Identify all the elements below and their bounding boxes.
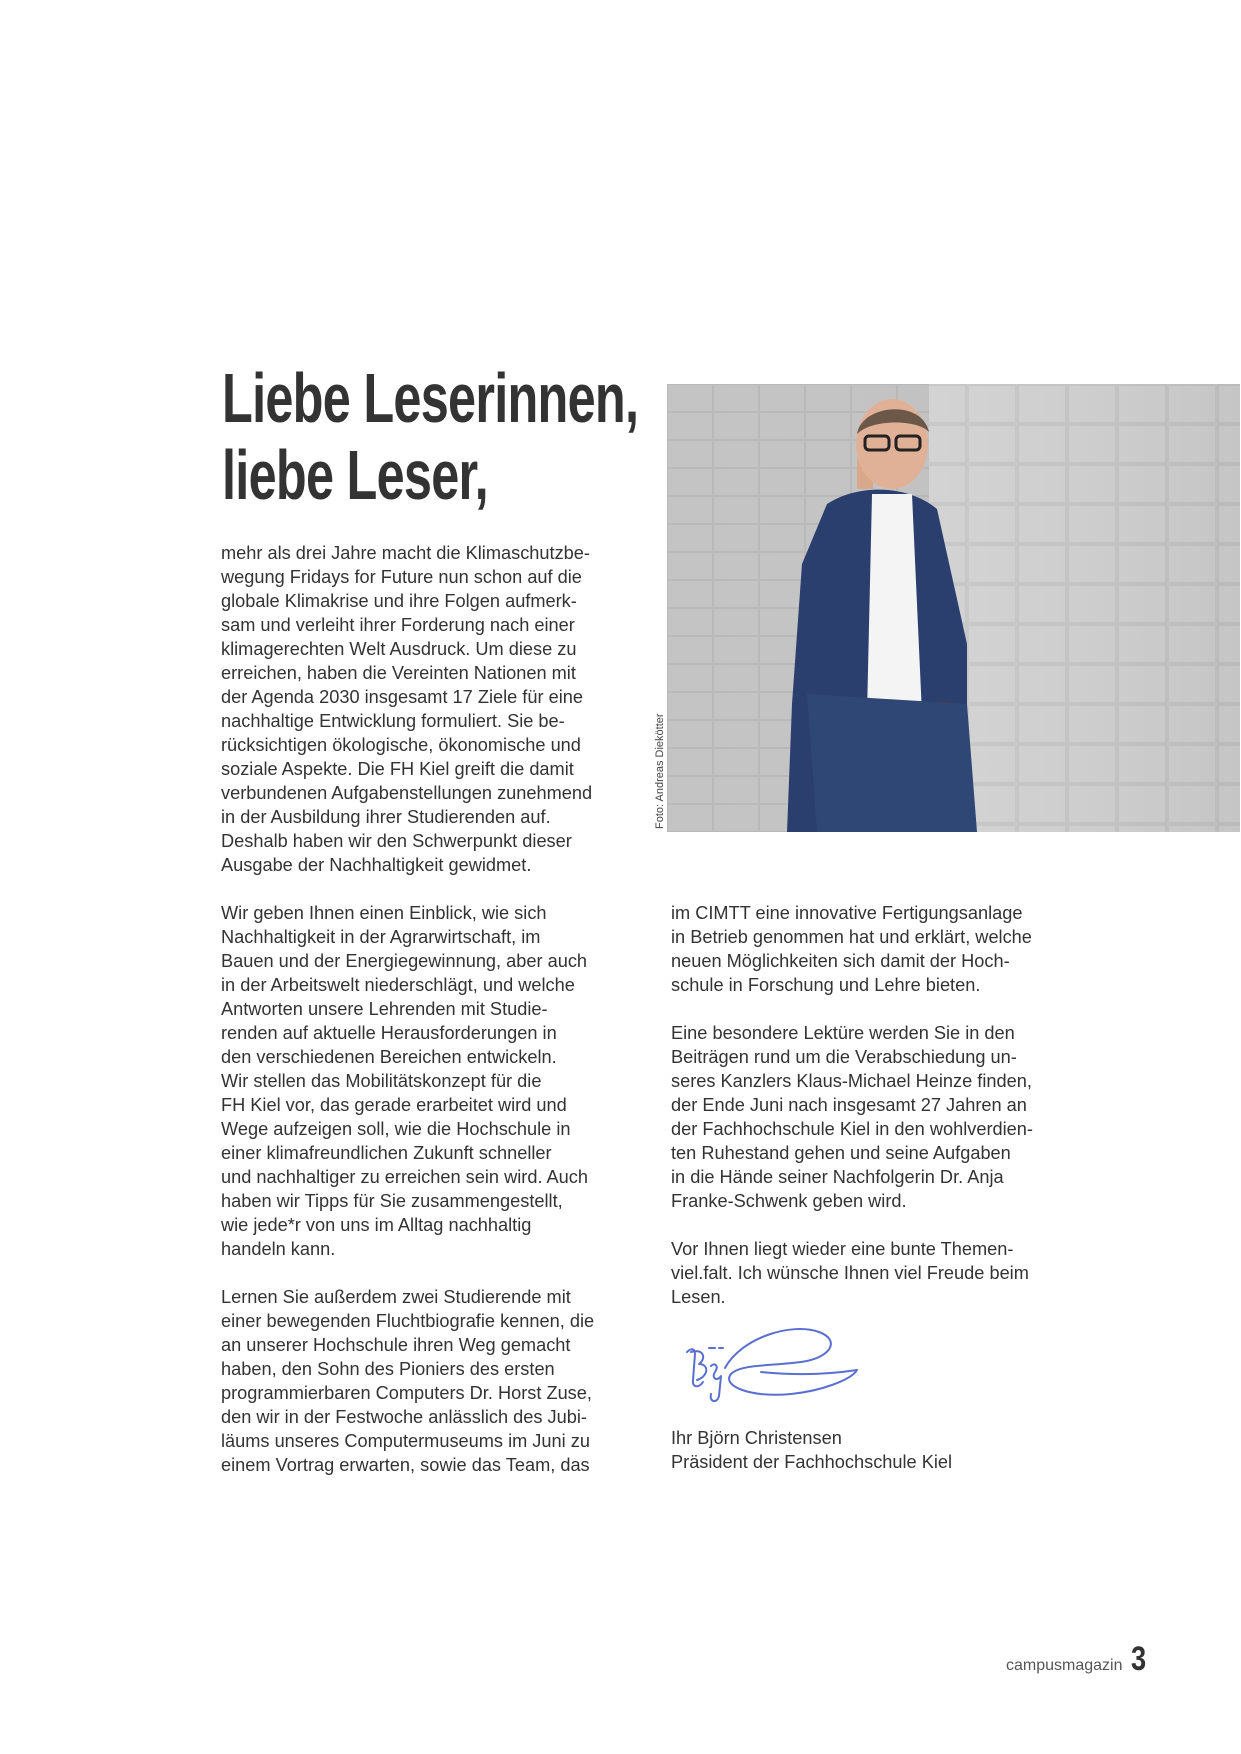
photo-credit: Foto: Andreas Diekötter (654, 713, 666, 829)
handwritten-signature (681, 1318, 861, 1414)
portrait-photo (667, 384, 1240, 832)
signoff-name: Ihr Björn Christensen (671, 1428, 842, 1448)
page-footer (1006, 1640, 1149, 1679)
paragraph-chancellor: Eine besondere Lektüre werden Sie in den Beiträgen rund um die Verabschiedung un- seres Kanzlers Klaus-Michael Heinze finden, der Ende Juni nach insgesamt 27 Jahren an der Fachhochschule Kiel in den wohlverdien- ten Ruhestand gehen und seine Aufgaben in die Hände seiner Nachfolgerin Dr. Anja Franke-Schwenk geben wird. (671, 1023, 1033, 1211)
right-column (671, 901, 1071, 1333)
paragraph-intro: mehr als drei Jahre macht die Klimaschutzbe- wegung Fridays for Future nun schon auf die globale Klimakrise und ihre Folgen aufmerk- sam und verleiht ihrer Forderung nach einer klimagerechten Welt Ausdruck. Um diese zu erreichen, haben die Vereinten Nationen mit der Agenda 2030 insgesamt 17 Ziele für eine nachhaltige Entwicklung formuliert. Sie be- rücksichtigen ökologische, ökonomische und soziale Aspekte. Die FH Kiel greift die damit verbundenen Aufgabenstellungen zunehmend in der Ausbildung ihrer Studierenden auf. Deshalb haben wir den Schwerpunkt dieser Ausgabe der Nachhaltigkeit gewidmet. (221, 543, 593, 875)
signoff-title: Präsident der Fachhochschule Kiel (671, 1452, 953, 1472)
paragraph-overview: Wir geben Ihnen einen Einblick, wie sich Nachhaltigkeit in der Agrarwirtschaft, im Bauen und der Energiegewinnung, aber auch in der Arbeitswelt niederschlägt, und welche Antworten unsere Lehrenden mit Studie- renden auf aktuelle Herausforderungen in den verschiedenen Bereichen entwickeln. Wir stellen das Mobilitätskonzept für die FH Kiel vor, das gerade erarbeitet wird und Wege aufzeigen soll, wie die Hochschule in einer klimafreundlichen Zukunft schneller und nachhaltiger zu erreichen sein wird. Auch haben wir Tipps für Sie zusammengestellt, wie jede*r von uns im Alltag nachhaltig handeln kann. (221, 903, 588, 1259)
left-column (221, 901, 621, 1501)
page-number: 3 (1130, 1640, 1146, 1678)
paragraph-cimtt: im CIMTT eine innovative Fertigungsanlage in Betrieb genommen hat und erklärt, welche neuen Möglichkeiten sich damit der Hoch- schule in Forschung und Lehre bieten. (671, 903, 1032, 995)
paragraph-students: Lernen Sie außerdem zwei Studierende mit einer bewegenden Fluchtbiografie kennen, die an unserer Hochschule ihren Weg gemacht haben, den Sohn des Pioniers des ersten programmierbaren Computers Dr. Horst Zuse, den wir in der Festwoche anlässlich des Jubi- läums unseres Computermuseums im Juni zu einem Vortrag erwarten, sowie das Team, das (221, 1287, 595, 1475)
page-heading (222, 360, 638, 514)
heading-line-1: Liebe Leserinnen, (222, 359, 639, 437)
paragraph-closing: Vor Ihnen liegt wieder eine bunte Themen- viel.falt. Ich wünsche Ihnen viel Freude beim Lesen. (671, 1239, 1029, 1307)
signoff (671, 1426, 952, 1474)
magazine-name: campusmagazin (1006, 1657, 1123, 1674)
heading-line-2: liebe Leser, (222, 436, 488, 514)
intro-column (221, 541, 621, 901)
